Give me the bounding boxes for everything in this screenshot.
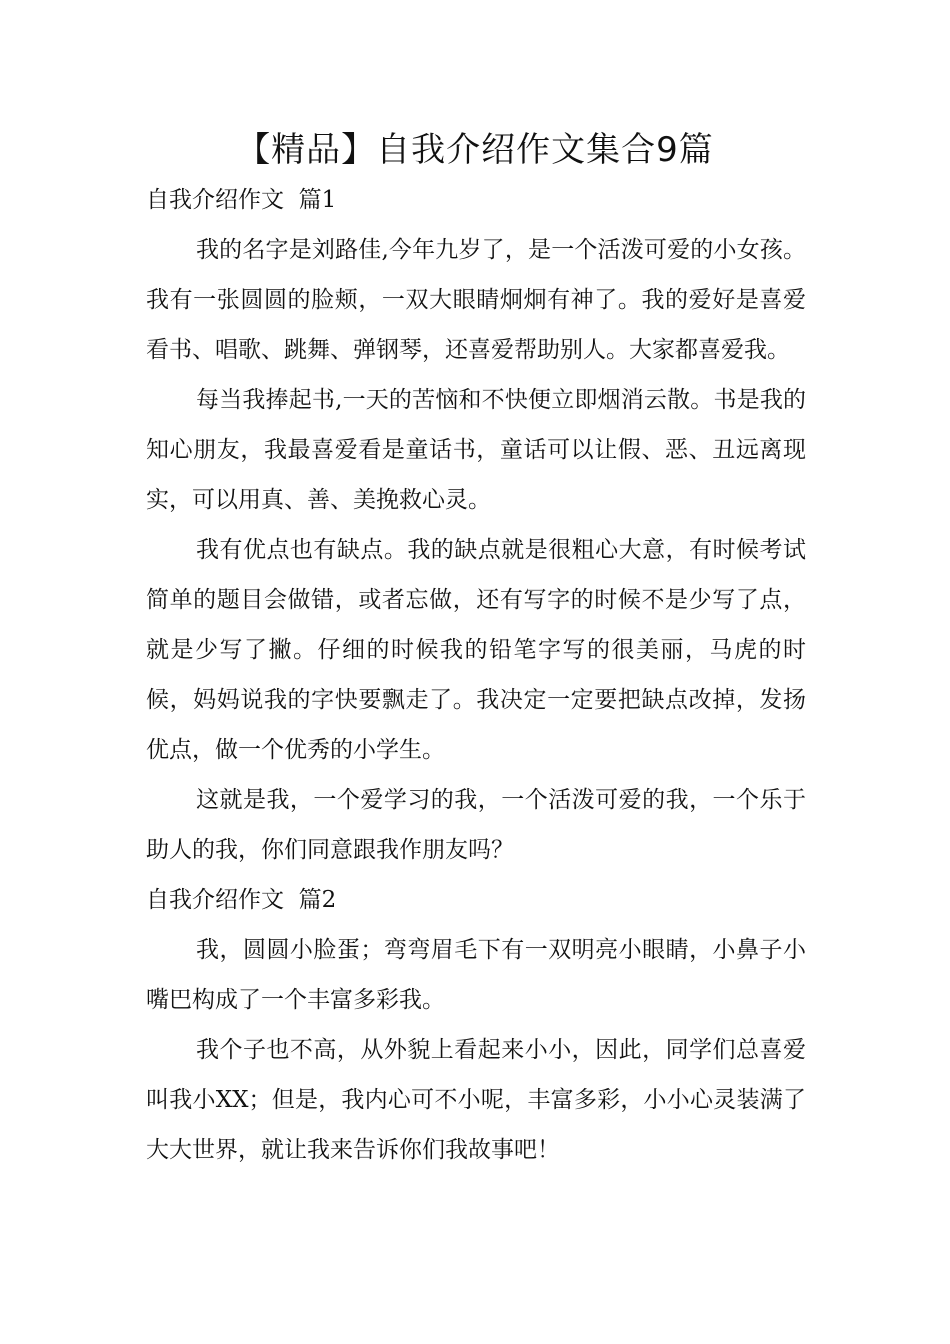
paragraph: 这就是我，一个爱学习的我，一个活泼可爱的我，一个乐于助人的我，你们同意跟我作朋友吗？	[146, 787, 806, 863]
paragraph: 我有优点也有缺点。我的缺点就是很粗心大意，有时候考试简单的题目会做错，或者忘做，还有写字的时候不是少写了点，就是少写了撇。仔细的时候我的铅笔字写的很美丽，马虎的时候，妈妈说我的字快要飘走了。我决定一定要把缺点改掉，发扬优点，做一个优秀的小学生。	[146, 537, 806, 763]
document-title: 【精品】自我介绍作文集合9篇	[236, 130, 714, 170]
paragraph: 我的名字是刘路佳,今年九岁了，是一个活泼可爱的小女孩。我有一张圆圆的脸颊，一双大眼睛炯炯有神了。我的爱好是喜爱看书、唱歌、跳舞、弹钢琴，还喜爱帮助别人。大家都喜爱我。	[146, 237, 806, 363]
paragraph: 每当我捧起书,一天的苦恼和不快便立即烟消云散。书是我的知心朋友，我最喜爱看是童话书，童话可以让假、恶、丑远离现实，可以用真、善、美挽救心灵。	[146, 387, 806, 513]
paragraph: 我，圆圆小脸蛋；弯弯眉毛下有一双明亮小眼睛，小鼻子小嘴巴构成了一个丰富多彩我。	[146, 937, 806, 1013]
section	[146, 175, 806, 875]
section-heading: 自我介绍作文 篇1	[146, 187, 337, 213]
paragraph: 我个子也不高，从外貌上看起来小小，因此，同学们总喜爱叫我小XX；但是，我内心可不小呢，丰富多彩，小小心灵装满了大大世界，就让我来告诉你们我故事吧！	[146, 1037, 806, 1163]
section-heading: 自我介绍作文 篇2	[146, 887, 337, 913]
document-body	[146, 175, 806, 1175]
section	[146, 875, 806, 1175]
